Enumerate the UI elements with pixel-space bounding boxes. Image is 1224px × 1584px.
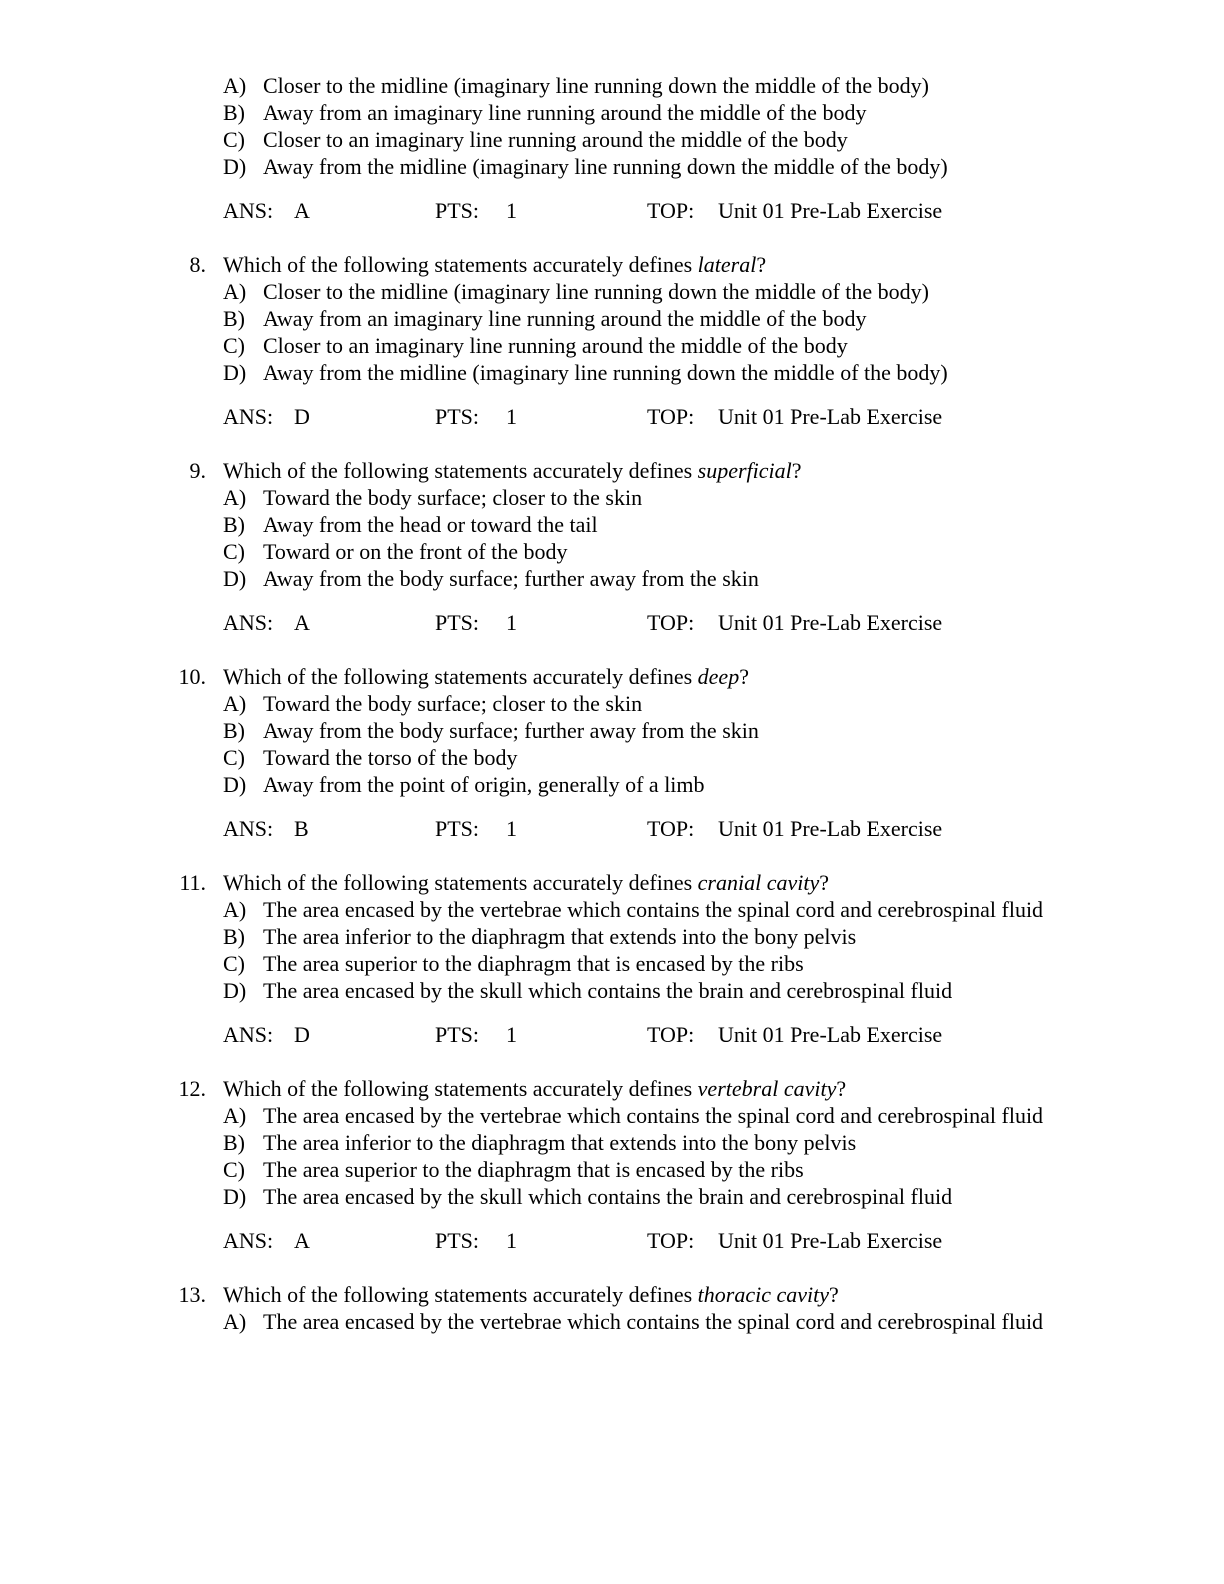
ans-value: A: [294, 198, 310, 223]
answer-line: [0, 1021, 1224, 1048]
ans-label: ANS:: [223, 610, 274, 635]
option-text: Closer to the midline (imaginary line running down the middle of the body): [263, 279, 929, 304]
option-text: The area encased by the vertebrae which contains the spinal cord and cerebrospinal fluid: [263, 1309, 1044, 1334]
question-9: [0, 457, 1224, 636]
pts-label: PTS:: [435, 610, 480, 635]
question-text: [223, 457, 802, 484]
pts-label: PTS:: [435, 816, 480, 841]
top-value: Unit 01 Pre-Lab Exercise: [718, 1228, 943, 1253]
ans-value: B: [294, 816, 309, 841]
question-number: 11.: [179, 870, 206, 895]
option-letter: A): [223, 485, 247, 510]
answer-line: [0, 609, 1224, 636]
option-a: [0, 896, 1224, 923]
option-a: [0, 1308, 1224, 1335]
top-value: Unit 01 Pre-Lab Exercise: [718, 610, 943, 635]
option-text: The area superior to the diaphragm that is encased by the ribs: [263, 1157, 804, 1182]
option-text: Away from the point of origin, generally of a limb: [263, 772, 705, 797]
top-label: TOP:: [647, 198, 695, 223]
question-text: [223, 663, 749, 690]
option-letter: A): [223, 1309, 247, 1334]
option-text: Closer to the midline (imaginary line running down the middle of the body): [263, 73, 929, 98]
option-text: Away from the head or toward the tail: [263, 512, 598, 537]
option-b: [0, 717, 1224, 744]
stem-before: Which of the following statements accurately defines: [223, 664, 698, 689]
answer-line: [0, 1227, 1224, 1254]
option-text: Away from the midline (imaginary line running down the middle of the body): [263, 360, 948, 385]
option-letter: A): [223, 279, 247, 304]
term: superficial: [697, 458, 792, 483]
option-letter: D): [223, 1184, 247, 1209]
option-letter: C): [223, 127, 245, 152]
question-number: 12.: [178, 1076, 206, 1101]
question-number: 13.: [178, 1282, 206, 1307]
question-text: [223, 251, 766, 278]
stem-before: Which of the following statements accurately defines: [223, 1282, 698, 1307]
option-letter: B): [223, 512, 245, 537]
option-letter: B): [223, 306, 245, 331]
stem-after: ?: [836, 1076, 847, 1101]
option-text: Away from the body surface; further away from the skin: [263, 718, 759, 743]
pts-value: 1: [506, 198, 517, 223]
ans-value: D: [294, 404, 310, 429]
question-number: 8.: [189, 252, 206, 277]
option-letter: A): [223, 691, 247, 716]
option-letter: B): [223, 718, 245, 743]
top-label: TOP:: [647, 404, 695, 429]
top-value: Unit 01 Pre-Lab Exercise: [718, 816, 943, 841]
pts-value: 1: [506, 404, 517, 429]
pts-value: 1: [506, 1022, 517, 1047]
option-d: [0, 977, 1224, 1004]
option-letter: A): [223, 1103, 247, 1128]
option-a: [0, 690, 1224, 717]
option-text: Toward or on the front of the body: [263, 539, 568, 564]
option-text: The area encased by the skull which contains the brain and cerebrospinal fluid: [263, 1184, 953, 1209]
term: cranial cavity: [697, 870, 820, 895]
question-stem: [0, 663, 1224, 690]
pts-label: PTS:: [435, 1022, 480, 1047]
option-d: [0, 771, 1224, 798]
ans-value: D: [294, 1022, 310, 1047]
ans-value: A: [294, 610, 310, 635]
option-letter: D): [223, 772, 247, 797]
top-label: TOP:: [647, 1022, 695, 1047]
option-letter: C): [223, 539, 245, 564]
pts-value: 1: [506, 816, 517, 841]
question-text: [223, 1281, 839, 1308]
option-letter: B): [223, 100, 245, 125]
pts-label: PTS:: [435, 1228, 480, 1253]
stem-after: ?: [819, 870, 830, 895]
option-c: [0, 950, 1224, 977]
top-label: TOP:: [647, 816, 695, 841]
option-text: Toward the body surface; closer to the skin: [263, 485, 643, 510]
option-text: The area inferior to the diaphragm that extends into the bony pelvis: [263, 924, 857, 949]
question-8: [0, 251, 1224, 430]
term: vertebral cavity: [697, 1076, 837, 1101]
option-b: [0, 923, 1224, 950]
term: deep: [697, 664, 740, 689]
ans-label: ANS:: [223, 198, 274, 223]
option-c: [0, 332, 1224, 359]
option-letter: B): [223, 924, 245, 949]
option-text: Closer to an imaginary line running around the middle of the body: [263, 333, 848, 358]
top-value: Unit 01 Pre-Lab Exercise: [718, 404, 943, 429]
option-text: The area superior to the diaphragm that is encased by the ribs: [263, 951, 804, 976]
top-value: Unit 01 Pre-Lab Exercise: [718, 198, 943, 223]
option-d: [0, 565, 1224, 592]
option-text: Closer to an imaginary line running around the middle of the body: [263, 127, 848, 152]
option-c: [0, 126, 1224, 153]
question-13: [0, 1281, 1224, 1335]
option-letter: A): [223, 897, 247, 922]
top-label: TOP:: [647, 1228, 695, 1253]
option-b: [0, 1129, 1224, 1156]
term: lateral: [697, 252, 757, 277]
option-letter: D): [223, 154, 247, 179]
option-letter: D): [223, 360, 247, 385]
option-text: Away from the midline (imaginary line running down the middle of the body): [263, 154, 948, 179]
option-c: [0, 538, 1224, 565]
ans-label: ANS:: [223, 1228, 274, 1253]
stem-after: ?: [756, 252, 767, 277]
stem-before: Which of the following statements accurately defines: [223, 458, 698, 483]
option-letter: C): [223, 745, 245, 770]
stem-after: ?: [739, 664, 749, 689]
question-12: [0, 1075, 1224, 1254]
pts-value: 1: [506, 1228, 517, 1253]
question-stem: [0, 1075, 1224, 1102]
option-b: [0, 305, 1224, 332]
option-text: Away from an imaginary line running around the middle of the body: [263, 100, 867, 125]
question-stem: [0, 457, 1224, 484]
option-letter: D): [223, 978, 247, 1003]
option-b: [0, 511, 1224, 538]
option-text: Toward the body surface; closer to the skin: [263, 691, 643, 716]
option-c: [0, 1156, 1224, 1183]
answer-line: [0, 197, 1224, 224]
option-text: The area encased by the vertebrae which contains the spinal cord and cerebrospinal fluid: [263, 1103, 1044, 1128]
pts-label: PTS:: [435, 404, 480, 429]
option-letter: C): [223, 1157, 245, 1182]
option-d: [0, 359, 1224, 386]
pts-label: PTS:: [435, 198, 480, 223]
option-c: [0, 744, 1224, 771]
option-b: [0, 99, 1224, 126]
question-text: [223, 1075, 846, 1102]
question-7-continued: [0, 72, 1224, 224]
option-d: [0, 1183, 1224, 1210]
stem-before: Which of the following statements accurately defines: [223, 870, 698, 895]
top-label: TOP:: [647, 610, 695, 635]
question-text: [223, 869, 829, 896]
stem-before: Which of the following statements accurately defines: [223, 252, 698, 277]
option-text: Away from the body surface; further away from the skin: [263, 566, 759, 591]
stem-before: Which of the following statements accurately defines: [223, 1076, 698, 1101]
question-number: 9.: [189, 458, 206, 483]
question-10: [0, 663, 1224, 842]
pts-value: 1: [506, 610, 517, 635]
option-text: The area encased by the skull which contains the brain and cerebrospinal fluid: [263, 978, 953, 1003]
option-letter: C): [223, 951, 245, 976]
question-stem: [0, 869, 1224, 896]
option-letter: A): [223, 73, 247, 98]
answer-line: [0, 815, 1224, 842]
question-stem: [0, 251, 1224, 278]
ans-label: ANS:: [223, 1022, 274, 1047]
stem-after: ?: [829, 1282, 839, 1307]
question-11: [0, 869, 1224, 1048]
option-text: Away from an imaginary line running around the middle of the body: [263, 306, 867, 331]
option-a: [0, 1102, 1224, 1129]
option-letter: D): [223, 566, 247, 591]
ans-label: ANS:: [223, 404, 274, 429]
ans-label: ANS:: [223, 816, 274, 841]
option-a: [0, 484, 1224, 511]
option-text: The area encased by the vertebrae which contains the spinal cord and cerebrospinal fluid: [263, 897, 1044, 922]
test-bank-page: [0, 72, 1224, 1362]
stem-after: ?: [791, 458, 802, 483]
ans-value: A: [294, 1228, 310, 1253]
option-letter: B): [223, 1130, 245, 1155]
option-a: [0, 278, 1224, 305]
option-text: The area inferior to the diaphragm that extends into the bony pelvis: [263, 1130, 857, 1155]
question-number: 10.: [178, 664, 206, 689]
answer-line: [0, 403, 1224, 430]
option-letter: C): [223, 333, 245, 358]
top-value: Unit 01 Pre-Lab Exercise: [718, 1022, 943, 1047]
option-a: [0, 72, 1224, 99]
term: thoracic cavity: [697, 1282, 830, 1307]
option-d: [0, 153, 1224, 180]
question-stem: [0, 1281, 1224, 1308]
option-text: Toward the torso of the body: [263, 745, 518, 770]
